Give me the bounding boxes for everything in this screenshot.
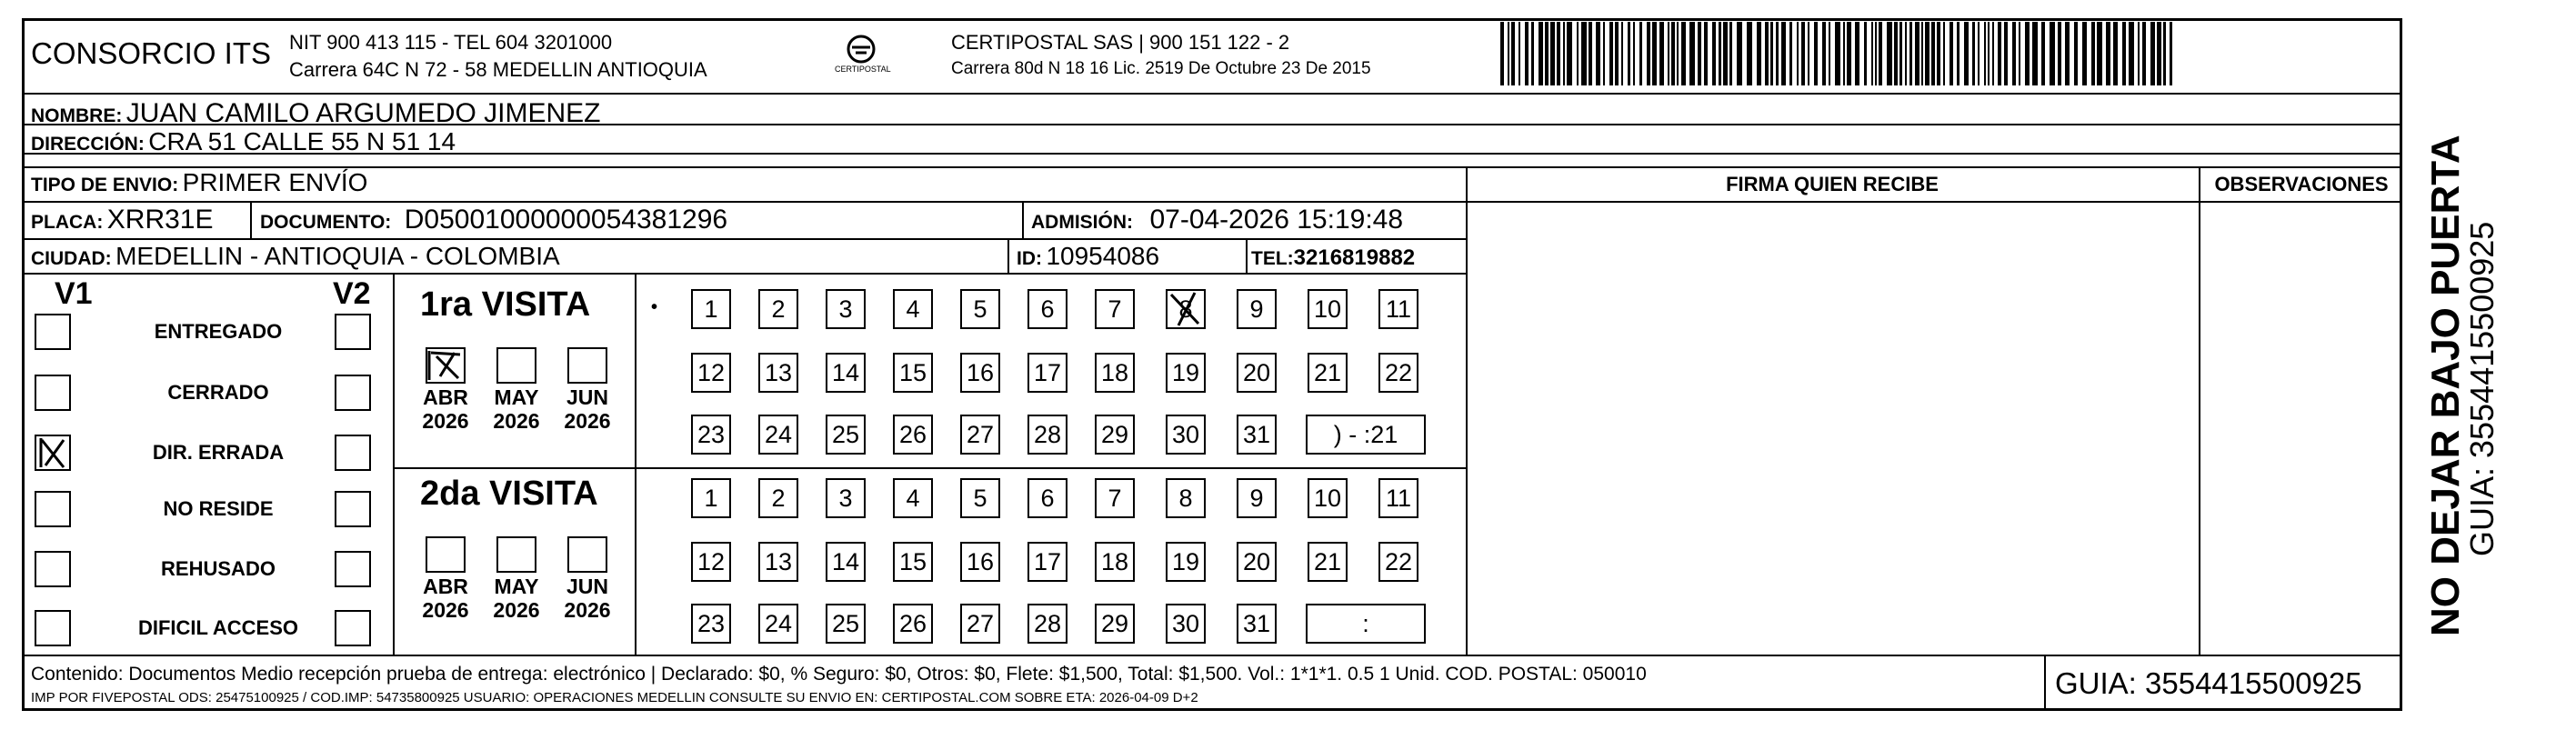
- barcode-bar: [1557, 22, 1560, 85]
- month-checkbox[interactable]: [426, 347, 466, 384]
- day-box[interactable]: 15: [893, 542, 933, 582]
- barcode-bar: [1978, 22, 1980, 85]
- month-checkbox[interactable]: [567, 536, 607, 573]
- contenido-text: Contenido: Documentos Medio recepción prueba de entrega: electrónico | Declarado: $0, % Seguro: $0, Otros: $0, Flete: $1,500, Total: $1,500. Vol.: 1*1*1. 0.5 1 Unid. COD. POSTAL: 050010: [31, 664, 1647, 685]
- v1-label: V1: [55, 276, 93, 311]
- visita2-title: 2da VISITA: [420, 475, 598, 513]
- day-box[interactable]: 12: [691, 542, 731, 582]
- barcode-bar: [2032, 22, 2038, 85]
- day-box[interactable]: 7: [1095, 478, 1135, 518]
- barcode-bar: [1843, 22, 1845, 85]
- barcode-bar: [1797, 22, 1799, 85]
- barcode-bar: [1925, 22, 1929, 85]
- barcode-bar: [1609, 22, 1613, 85]
- admision-field: ADMISIÓN: 07-04-2026 15:19:48: [1031, 205, 1404, 235]
- day-box[interactable]: 10: [1308, 289, 1348, 329]
- barcode-bar: [1671, 22, 1675, 85]
- barcode-bar: [1508, 22, 1509, 85]
- barcode-bar: [2122, 22, 2126, 85]
- barcode-bar: [2129, 22, 2134, 85]
- v1-checkbox[interactable]: [35, 375, 71, 411]
- day-box[interactable]: 26: [893, 604, 933, 644]
- v2-label: V2: [333, 276, 371, 311]
- barcode-bar: [1589, 22, 1592, 85]
- company-info-line2: Carrera 64C N 72 - 58 MEDELLIN ANTIOQUIA: [289, 58, 707, 81]
- barcode-bar: [2058, 22, 2061, 85]
- barcode-bar: [2097, 22, 2102, 85]
- nombre-field: NOMBRE: JUAN CAMILO ARGUMEDO JIMENEZ: [31, 98, 601, 128]
- day-box[interactable]: 25: [826, 415, 866, 455]
- barcode-bar: [1909, 22, 1912, 85]
- barcode-bar: [1943, 22, 1945, 85]
- day-box[interactable]: 5: [960, 478, 1000, 518]
- barcode-bar: [2082, 22, 2087, 85]
- barcode-bar: [2074, 22, 2078, 85]
- day-box[interactable]: 14: [826, 542, 866, 582]
- barcode-bar: [1647, 22, 1650, 85]
- documento-field: DOCUMENTO: D05001000000054381296: [260, 205, 728, 235]
- barcode-bar: [1633, 22, 1635, 85]
- visita1-title: 1ra VISITA: [420, 285, 591, 324]
- barcode-bar: [2150, 22, 2155, 85]
- day-box[interactable]: 20: [1237, 542, 1277, 582]
- barcode-bar: [1776, 22, 1779, 85]
- guia-footer: GUIA: 3554415500925: [2055, 666, 2362, 700]
- day-box[interactable]: 24: [758, 415, 798, 455]
- day-box[interactable]: 31: [1237, 415, 1277, 455]
- barcode-bar: [1835, 22, 1840, 85]
- day-box[interactable]: 18: [1095, 353, 1135, 393]
- day-box[interactable]: 21: [1308, 353, 1348, 393]
- day-box[interactable]: 22: [1378, 542, 1418, 582]
- day-box[interactable]: 4: [893, 289, 933, 329]
- barcode-bar: [1704, 22, 1708, 85]
- barcode-bar: [1992, 22, 1994, 85]
- barcode-bar: [1659, 22, 1664, 85]
- barcode-bar: [2041, 22, 2045, 85]
- barcode: [1498, 22, 2177, 85]
- day-box[interactable]: 23: [691, 415, 731, 455]
- v1-checkbox[interactable]: [35, 491, 71, 527]
- id-field: ID: 10954086: [1017, 242, 1160, 270]
- barcode-bar: [1519, 22, 1520, 85]
- barcode-bar: [1677, 22, 1679, 85]
- day-box[interactable]: 12: [691, 353, 731, 393]
- barcode-bar: [2050, 22, 2055, 85]
- day-box[interactable]: 26: [893, 415, 933, 455]
- barcode-bar: [2004, 22, 2008, 85]
- observaciones-header: OBSERVACIONES: [2214, 173, 2389, 195]
- day-box[interactable]: 5: [960, 289, 1000, 329]
- day-box[interactable]: 15: [893, 353, 933, 393]
- day-box[interactable]: 8: [1166, 289, 1206, 329]
- barcode-bar: [1737, 22, 1742, 85]
- barcode-bar: [1681, 22, 1686, 85]
- barcode-bar: [2142, 22, 2146, 85]
- company-name: CONSORCIO ITS: [31, 36, 272, 70]
- ciudad-field: CIUDAD: MEDELLIN - ANTIOQUIA - COLOMBIA: [31, 242, 560, 270]
- month-checkbox[interactable]: [496, 536, 536, 573]
- imp-text: IMP POR FIVEPOSTAL ODS: 25475100925 / COD.IMP: 54735800925 USUARIO: OPERACIONES MEDELLIN CONSULTE SU ENVIO EN: CERTIPOSTAL.COM SOBRE ETA: 2026-04-09 D+2: [31, 690, 1198, 705]
- barcode-bar: [1628, 22, 1630, 85]
- day-box[interactable]: 13: [758, 353, 798, 393]
- v2-checkbox[interactable]: [335, 314, 371, 350]
- barcode-bar: [2019, 22, 2020, 85]
- v2-checkbox[interactable]: [335, 435, 371, 471]
- barcode-bar: [1894, 22, 1898, 85]
- month-label: MAY 2026: [493, 575, 540, 622]
- status-label: REHUSADO: [161, 557, 276, 580]
- barcode-bar: [1921, 22, 1923, 85]
- v2-checkbox[interactable]: [335, 375, 371, 411]
- barcode-bar: [1905, 22, 1907, 85]
- barcode-bar: [1581, 22, 1587, 85]
- barcode-bar: [2157, 22, 2161, 85]
- barcode-bar: [2012, 22, 2016, 85]
- barcode-bar: [1596, 22, 1600, 85]
- month-label: JUN 2026: [564, 575, 611, 622]
- day-box[interactable]: 21: [1308, 542, 1348, 582]
- certipostal-logo: CERTIPOSTAL: [829, 31, 893, 82]
- month-label: JUN 2026: [564, 385, 611, 433]
- barcode-bar: [1964, 22, 1969, 85]
- month-checkbox[interactable]: [426, 536, 466, 573]
- day-box[interactable]: 19: [1166, 542, 1206, 582]
- day-box[interactable]: 28: [1027, 415, 1067, 455]
- v1-checkbox[interactable]: [35, 435, 71, 471]
- barcode-bar: [1545, 22, 1549, 85]
- day-box[interactable]: 20: [1237, 353, 1277, 393]
- day-box[interactable]: 2: [758, 478, 798, 518]
- day-box[interactable]: 22: [1378, 353, 1418, 393]
- barcode-bar: [1950, 22, 1953, 85]
- day-box[interactable]: 30: [1166, 415, 1206, 455]
- barcode-bar: [2025, 22, 2030, 85]
- day-box[interactable]: 30: [1166, 604, 1206, 644]
- barcode-bar: [1781, 22, 1786, 85]
- barcode-bar: [1757, 22, 1761, 85]
- day-box[interactable]: 18: [1095, 542, 1135, 582]
- day-box[interactable]: 7: [1095, 289, 1135, 329]
- carrier-info-line2: Carrera 80d N 18 16 Lic. 2519 De Octubre 23 De 2015: [951, 59, 1371, 78]
- day-box[interactable]: 9: [1237, 289, 1277, 329]
- day-box[interactable]: 14: [826, 353, 866, 393]
- v1-checkbox[interactable]: [35, 551, 71, 587]
- day-box[interactable]: 10: [1308, 478, 1348, 518]
- day-box[interactable]: 24: [758, 604, 798, 644]
- barcode-bar: [1550, 22, 1555, 85]
- day-box[interactable]: 19: [1166, 353, 1206, 393]
- tipo-envio-field: TIPO DE ENVIO: PRIMER ENVÍO: [31, 168, 368, 196]
- barcode-bar: [1998, 22, 2001, 85]
- barcode-bar: [1899, 22, 1902, 85]
- month-label: ABR 2026: [422, 385, 469, 433]
- barcode-bar: [1567, 22, 1572, 85]
- barcode-bar: [1808, 22, 1809, 85]
- day-box[interactable]: 6: [1027, 289, 1067, 329]
- barcode-bar: [1603, 22, 1605, 85]
- direccion-field: DIRECCIÓN: CRA 51 CALLE 55 N 51 14: [31, 127, 456, 155]
- time-box[interactable]: :: [1306, 604, 1426, 644]
- barcode-bar: [1729, 22, 1732, 85]
- barcode-bar: [1887, 22, 1892, 85]
- barcode-bar: [1723, 22, 1728, 85]
- barcode-bar: [2113, 22, 2118, 85]
- day-box[interactable]: 27: [960, 415, 1000, 455]
- barcode-bar: [1931, 22, 1935, 85]
- observations-area[interactable]: [2200, 202, 2401, 654]
- placa-field: PLACA: XRR31E: [31, 205, 214, 235]
- barcode-bar: [1668, 22, 1669, 85]
- barcode-bar: [1652, 22, 1657, 85]
- barcode-bar: [1531, 22, 1534, 85]
- barcode-bar: [1864, 22, 1867, 85]
- day-box[interactable]: 11: [1378, 289, 1418, 329]
- v1-checkbox[interactable]: [35, 610, 71, 646]
- side-guia: GUIA: 3554415500925: [2463, 221, 2501, 556]
- barcode-bar: [1525, 22, 1529, 85]
- day-box[interactable]: 8: [1166, 478, 1206, 518]
- barcode-bar: [2091, 22, 2095, 85]
- month-label: MAY 2026: [493, 385, 540, 433]
- firma-header: FIRMA QUIEN RECIBE: [1726, 173, 1939, 195]
- barcode-bar: [2170, 22, 2172, 85]
- barcode-bar: [1957, 22, 1960, 85]
- company-info-line1: NIT 900 413 115 - TEL 604 3201000: [289, 31, 613, 54]
- barcode-bar: [2065, 22, 2070, 85]
- day-box[interactable]: 4: [893, 478, 933, 518]
- barcode-bar: [1855, 22, 1859, 85]
- barcode-bar: [1639, 22, 1642, 85]
- day-box[interactable]: 17: [1027, 353, 1067, 393]
- barcode-bar: [1801, 22, 1805, 85]
- day-box[interactable]: 1: [691, 289, 731, 329]
- barcode-bar: [1511, 22, 1515, 85]
- day-box[interactable]: 28: [1027, 604, 1067, 644]
- barcode-bar: [1539, 22, 1543, 85]
- barcode-bar: [1984, 22, 1986, 85]
- day-box[interactable]: 17: [1027, 542, 1067, 582]
- time-box[interactable]: ) - :21: [1306, 415, 1426, 455]
- barcode-bar: [1937, 22, 1940, 85]
- barcode-bar: [1712, 22, 1716, 85]
- signature-area[interactable]: [1468, 202, 2198, 654]
- v2-checkbox[interactable]: [335, 491, 371, 527]
- barcode-bar: [2106, 22, 2110, 85]
- barcode-bar: [1615, 22, 1619, 85]
- day-box[interactable]: 3: [826, 478, 866, 518]
- day-box[interactable]: 29: [1095, 415, 1135, 455]
- barcode-bar: [1789, 22, 1792, 85]
- barcode-bar: [1621, 22, 1623, 85]
- status-label: DIR. ERRADA: [152, 441, 285, 464]
- day-box[interactable]: 11: [1378, 478, 1418, 518]
- barcode-bar: [1879, 22, 1882, 85]
- status-label: ENTREGADO: [154, 320, 283, 343]
- day-box[interactable]: 16: [960, 353, 1000, 393]
- barcode-bar: [1719, 22, 1721, 85]
- status-label: DIFICIL ACCESO: [137, 616, 298, 639]
- day-box[interactable]: 13: [758, 542, 798, 582]
- barcode-bar: [1988, 22, 1990, 85]
- day-box[interactable]: 16: [960, 542, 1000, 582]
- side-warning: NO DEJAR BAJO PUERTA: [2423, 135, 2468, 636]
- barcode-bar: [1847, 22, 1851, 85]
- carrier-info-line1: CERTIPOSTAL SAS | 900 151 122 - 2: [951, 31, 1290, 54]
- day-box[interactable]: 29: [1095, 604, 1135, 644]
- v2-checkbox[interactable]: [335, 551, 371, 587]
- barcode-bar: [1972, 22, 1975, 85]
- day-box[interactable]: 25: [826, 604, 866, 644]
- day-box[interactable]: 9: [1237, 478, 1277, 518]
- barcode-bar: [1875, 22, 1877, 85]
- barcode-bar: [2163, 22, 2166, 85]
- barcode-bar: [1577, 22, 1579, 85]
- day-box[interactable]: 2: [758, 289, 798, 329]
- barcode-bar: [1698, 22, 1701, 85]
- month-checkbox[interactable]: [567, 347, 607, 384]
- barcode-bar: [1915, 22, 1919, 85]
- day-box[interactable]: 6: [1027, 478, 1067, 518]
- barcode-bar: [1765, 22, 1769, 85]
- month-label: ABR 2026: [422, 575, 469, 622]
- month-checkbox[interactable]: [496, 347, 536, 384]
- day-box[interactable]: 1: [691, 478, 731, 518]
- barcode-bar: [1822, 22, 1826, 85]
- day-box[interactable]: 3: [826, 289, 866, 329]
- status-label: CERRADO: [167, 381, 269, 404]
- barcode-bar: [1871, 22, 1873, 85]
- status-label: NO RESIDE: [163, 497, 274, 520]
- barcode-bar: [2138, 22, 2140, 85]
- barcode-bar: [1689, 22, 1695, 85]
- tel-field: TEL:3216819882: [1251, 245, 1416, 270]
- barcode-bar: [1814, 22, 1818, 85]
- day-box[interactable]: 23: [691, 604, 731, 644]
- v1-checkbox[interactable]: [35, 314, 71, 350]
- barcode-bar: [1829, 22, 1830, 85]
- barcode-bar: [1770, 22, 1773, 85]
- v2-checkbox[interactable]: [335, 610, 371, 646]
- barcode-bar: [1500, 22, 1504, 85]
- barcode-bar: [1563, 22, 1565, 85]
- day-box[interactable]: 31: [1237, 604, 1277, 644]
- day-box[interactable]: 27: [960, 604, 1000, 644]
- barcode-bar: [1747, 22, 1752, 85]
